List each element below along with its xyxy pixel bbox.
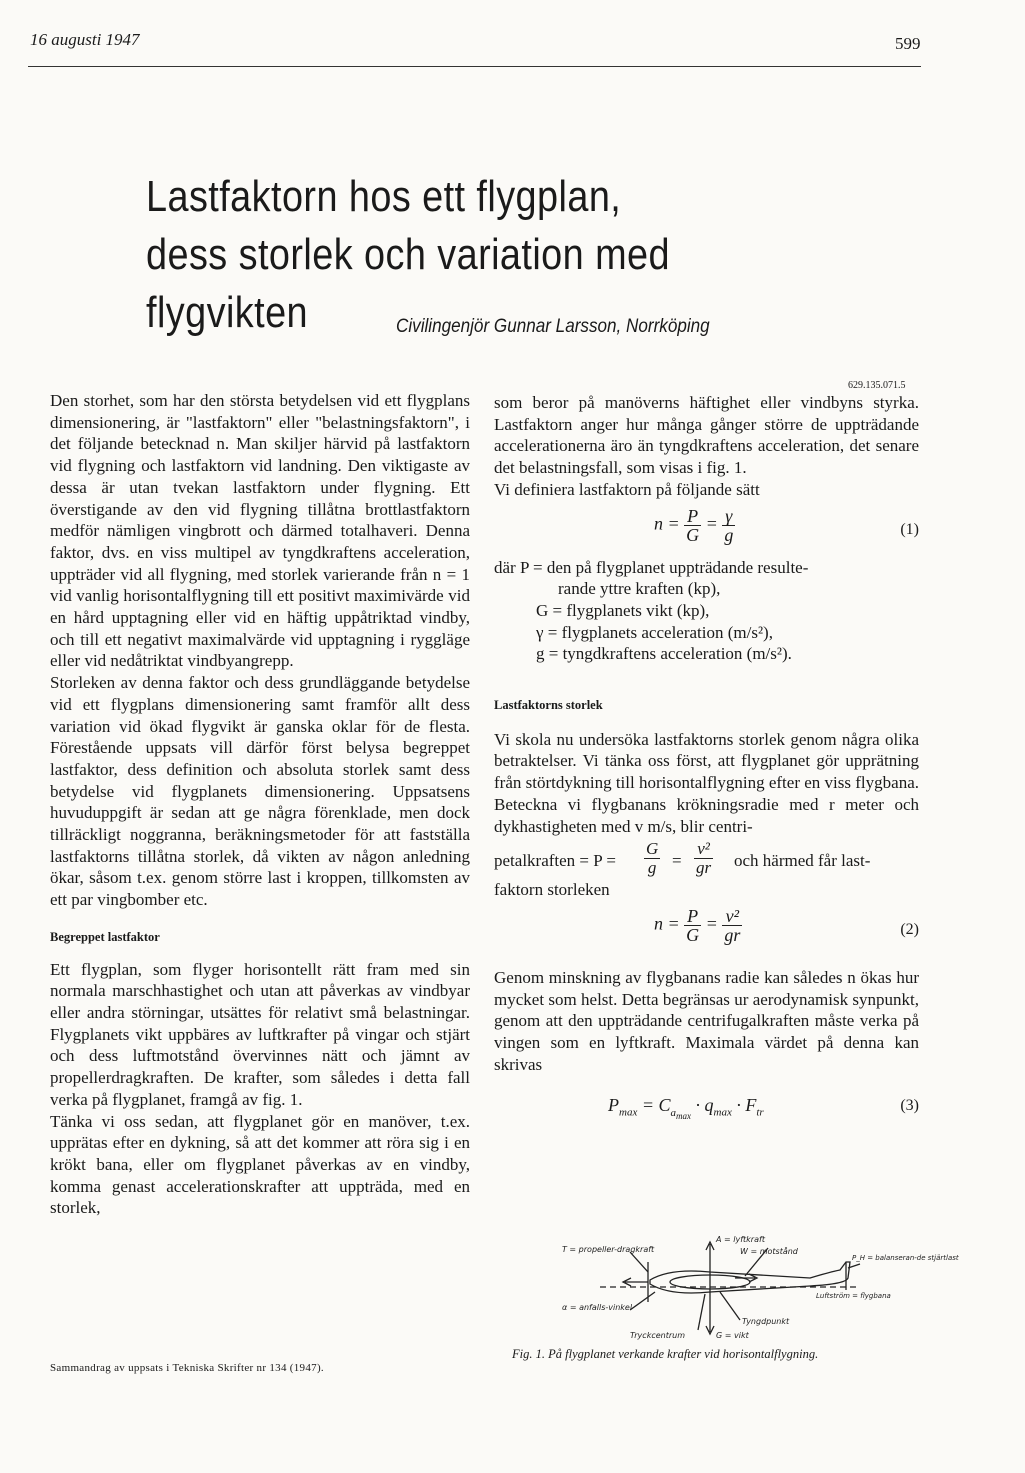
label-thrust: T = propeller-dragkraft — [562, 1245, 655, 1254]
section-heading: Begreppet lastfaktor — [50, 929, 160, 944]
equation-number: (2) — [900, 920, 919, 938]
title-line-2: dess storlek och variation med flygvikten — [146, 230, 670, 337]
paragraph: Den storhet, som har den största betydelsen vid ett flygplans dimensionering, är "lastfaktorn" eller "belastningsfaktorn", i det följande betecknad n. Man skiljer härvid på lastfaktorn vid flygning och lastfaktorn vid landning. Den viktigaste av dessa är utan tvekan lastfaktorn under flygning. Ett överstigande av den vid flygning tillåtna brottlastfaktorn medför nämligen vingbrott och därmed totalhaveri. Denna faktor, dvs. en viss multipel av tyngdkraftens acceleration, uppträder vid all flygning, med storlek varierande från n = 1 vid vanlig horisontalflygning till ett positivt maximivärde vid en hård upptagning eller vid en häftig uppåtriktad vindby, och till ett negativt maximalvärde vid upptagning i ryggläge eller vid nedåtriktat vindbyangrepp. — [50, 391, 470, 671]
definition-line: rande yttre kraften (kp), — [558, 579, 721, 599]
label-weight: G = vikt — [716, 1331, 749, 1340]
fraction: $\frac{\gamma}{g}$ — [724, 505, 734, 545]
header-rule — [28, 66, 921, 67]
definition-line: g = tyngdkraftens acceleration (m/s²). — [536, 644, 792, 664]
label-lift: A = lyftkraft — [716, 1235, 765, 1244]
footnote: Sammandrag av uppsats i Tekniska Skrifter nr 134 (1947). — [50, 1362, 324, 1374]
header-date: 16 augusti 1947 — [30, 30, 140, 49]
equation-number: (3) — [900, 1097, 919, 1115]
label-balance: P_H = balanseran-de stjärtlast — [852, 1254, 959, 1262]
paragraph: som beror på manöverns häftighet eller vindbyns styrka. Lastfaktorn anger hur många gånger större de uppträdande accelerationerna äro än tyngdkraftens acceleration, det senare det belastningsfall, som visas i fig. 1. — [494, 393, 919, 478]
aircraft-forces-diagram — [560, 1232, 959, 1342]
label-airflow: Luftström = flygbana — [816, 1292, 891, 1300]
paragraph: faktorn storleken — [494, 880, 610, 900]
definition-line: G = flygplanets vikt (kp), — [536, 600, 710, 620]
show-through — [40, 92, 45, 113]
definition-line: där P = den på flygplanet uppträdande resulte- — [494, 557, 809, 577]
title-line-1: Lastfaktorn hos ett flygplan, — [146, 172, 622, 221]
label-cp: Tryckcentrum — [630, 1331, 685, 1340]
paragraph: Ett flygplan, som flyger horisontellt rätt fram med sin normala marschhastighet och utan att påverkas av vindbyar eller andra störningar, utsättes för relativt små belastningar. Flygplanets vikt uppbäres av luftkrafter på vingar och stjärt och dess luftmotstånd övervinnes nätt och jämnt av propellerdragkraften. De krafter, som således i detta fall verka på flygplanet, framgå av fig. 1. — [50, 959, 470, 1109]
formula-lhs: n = — [654, 513, 680, 534]
paragraph: Storleken av denna faktor och dess grundläggande betydelse vid ett flygplans dimensionering samt framför allt dess variation vid ökad flygvikt är ganska oklar för de flesta. Förestående uppsats vill därför först belysa begreppet lastfaktor, dess definition och absoluta storlek samt dess betydelse vid flygplanets dimensionering. Uppsatsens huvuduppgift är sedan att ge några förenklade, men dock tillräckligt noggranna, beräkningsmetoder för att fastställa lastfaktorns tillåtna storlek, då vikten av någon anledning ökar, såsom t.ex. genom större last i kroppen, tillkomsten av ett par vingbomber etc. — [50, 673, 470, 910]
figure-caption: Fig. 1. På flygplanet verkande krafter vid horisontalflygning. — [512, 1347, 819, 1361]
page-number: 599 — [895, 34, 921, 53]
figure-1 — [560, 1232, 959, 1342]
udc-code: 629.135.071.5 — [848, 380, 906, 391]
formula-3: $P_{max} = C_{a_{max}} \cdot q_{max} \cdot F_{tr}$ (3) — [608, 1095, 919, 1122]
inline-formula-line: petalkraften = P = $\frac{G}{g}$ = $\frac{\text{v²}}{gr}$ och härmed får last- — [494, 839, 871, 878]
definition-line: γ = flygplanets acceleration (m/s²), — [536, 622, 773, 642]
formula-2: n = $\frac{P}{G}$ = $\frac{\text{v²}}{gr}$ (2) — [654, 905, 919, 945]
variable-definitions — [494, 557, 919, 666]
label-cg: Tyngdpunkt — [742, 1317, 790, 1326]
right-column — [494, 380, 919, 1122]
paragraph: Vi skola nu undersöka lastfaktorns storlek genom några olika betraktelser. Vi tänka oss först, att flygplanet gör upprätning från störtdykning till horisontalflygning efter en viss flygbana. Beteckna vi flygbanans krökningsradie med r meter och dykhastigheten med v m/s, blir centri- — [494, 729, 919, 836]
author-byline: Civilingenjör Gunnar Larsson, Norrköping — [396, 316, 710, 337]
paragraph: Vi definiera lastfaktorn på följande sätt — [494, 479, 760, 499]
fraction: $\frac{P}{G}$ — [686, 505, 700, 545]
section-heading: Lastfaktorns storlek — [494, 698, 603, 713]
equation-number: (1) — [900, 520, 919, 538]
formula-1: n = $\frac{P}{G}$ = $\frac{\gamma}{g}$ (1) — [654, 505, 919, 545]
paragraph: Tänka vi oss sedan, att flygplanet gör en manöver, t.ex. upprätas efter en dykning, så att det kommer att röra sig i en krökt bana, eller om flygplanet påverkas av en vindby, komma genast accelerationskrafter att uppträda, med en storlek, — [50, 1111, 470, 1218]
paragraph: Genom minskning av flygbanans radie kan således n ökas hur mycket som helst. Detta begränsas ur aerodynamisk synpunkt, genom att den uppträdande centrifugalkraften måste verka på vingen som en lyftkraft. Maximala värdet på denna kan skrivas — [494, 967, 919, 1074]
label-aoa: α = anfalls-vinkel — [562, 1303, 633, 1312]
left-column — [50, 390, 470, 1219]
label-drag: W = motstånd — [740, 1247, 798, 1256]
